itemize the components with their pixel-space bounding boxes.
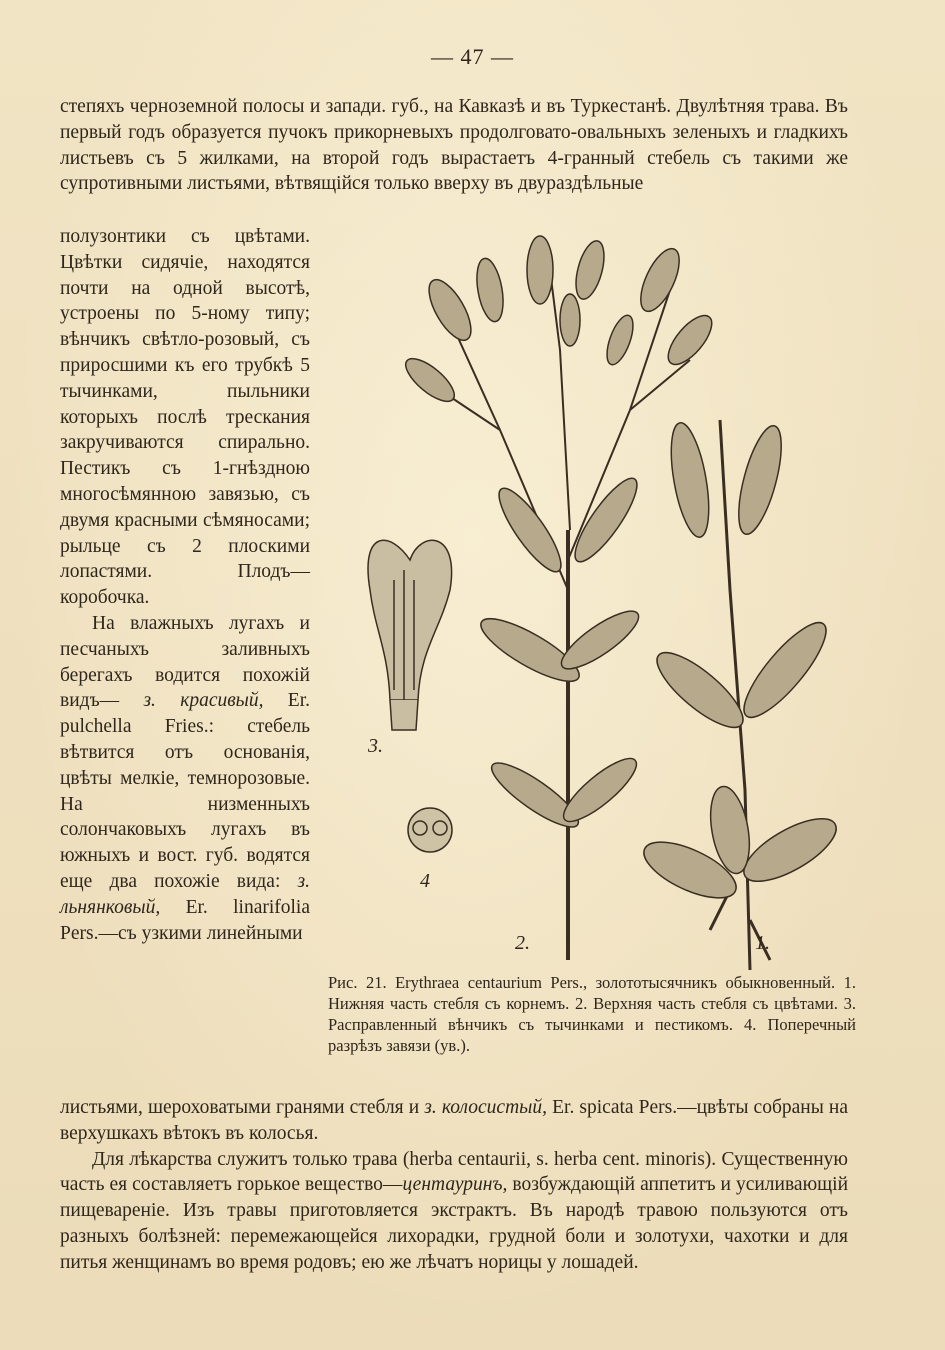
species-name-spicata: з. колосистый,: [424, 1097, 547, 1118]
page-number: — 47 —: [431, 44, 514, 69]
species-name-pulchella: з. красивый,: [143, 690, 264, 712]
figure-label-1: 1.: [755, 932, 770, 954]
bottom-text-a: листьями, шероховатыми гранями стебля и: [60, 1097, 420, 1118]
medicinal-text-a: Для лѣкарства служитъ только трава (herba centaurii, s. herba cent. minoris). Существенную часть ея составляетъ горькое вещество—: [60, 1148, 848, 1196]
text-top-block: [60, 94, 848, 197]
bottom-text-b: Er. spicata Pers.—цвѣты собраны на верхушкахъ вѣтокъ въ колосья.: [60, 1097, 849, 1144]
paragraph-medicinal-use: [60, 1147, 848, 1276]
caption-text: Рис. 21. Erythraea centaurium Pers., золототысячникъ обыкновенный. 1. Нижняя часть стебля съ корнемъ. 2. Верхняя часть стебля съ цвѣтами. 3. Расправленный вѣнчикъ съ тычинками и пестикомъ. 4. Поперечный разрѣзъ завязи (ув.).: [328, 973, 856, 1055]
botanical-illustration: [330, 230, 870, 970]
species-name-linarifolia: з. льнянковый,: [60, 870, 310, 918]
figure-label-2: 2.: [515, 932, 530, 954]
medicinal-text-b: возбуждающій аппетитъ и усиливающій пищевареніе. Изъ травы приготовляется экстрактъ. Въ народѣ травою пользуются отъ разныхъ болѣзней: перемежающейся лихорадки, грудной боли и золотухи, чахотки и для питья женщинамъ во время родовъ; ею же лѣчатъ норицы у лошадей.: [60, 1174, 849, 1273]
related-species-text-b: Er. pulchella Fries.: стебель вѣтвится отъ основанія, цвѣты мелкіе, темнорозовые. На низменныхъ солончаковыхъ лугахъ въ южныхъ и вост. губ. водятся еще два похожіе вида:: [60, 690, 311, 892]
related-species-text-c: Er. linarifolia Pers.—съ узкими линейными: [60, 896, 310, 944]
figure-caption: [328, 972, 856, 1056]
paragraph-species-continued: [60, 1095, 848, 1147]
paragraph-flower-description: полузонтики съ цвѣтами. Цвѣтки сидячіе, находятся почти на одной высотѣ, устроены по 5-ному типу; вѣнчикъ свѣтло-розовый, съ приросшими къ его трубкѣ 5 тычинками, пыльники которыхъ послѣ трескания закручиваются спирально. Пестикъ съ 1-гнѣздною многосѣмянною завязью, съ двумя красными сѣмяносами; рыльце съ 2 плоскими лопастями. Плодъ—коробочка.: [60, 226, 310, 609]
figure-label-3: 3.: [368, 735, 383, 757]
paragraph-top: степяхъ черноземной полосы и запади. губ., на Кавказѣ и въ Туркестанѣ. Двулѣтняя трава. Въ первый годъ образуется пучокъ прикорневыхъ продолговато-овальныхъ зеленыхъ и гладкихъ листьевъ съ 5 жилками, на второй годъ вырастаетъ 4-гранный стебель съ такими же супротивными листьями, вѣтвящійся только вверху въ двураздѣльные: [60, 96, 848, 195]
paragraph-related-species: [60, 611, 310, 946]
centaury-plant-drawing: [330, 230, 870, 970]
text-bottom-block: [60, 1095, 848, 1276]
figure-label-4: 4: [420, 870, 430, 892]
text-left-column: [60, 224, 310, 946]
substance-name-centaurin: центауринъ,: [402, 1174, 508, 1196]
related-species-text-a: На влажныхъ лугахъ и песчаныхъ заливныхъ берегахъ водится похожій видъ—: [60, 612, 310, 712]
